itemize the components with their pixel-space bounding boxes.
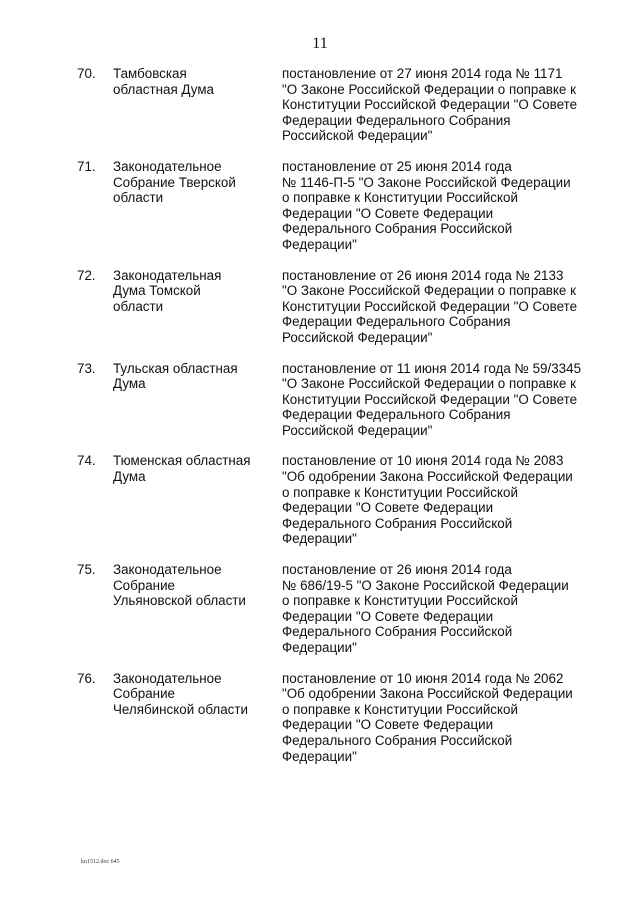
resolution-line: Конституции Российской Федерации "О Совете [282,97,578,113]
resolution-line: Федерального Собрания Российской [282,624,513,640]
document-footer-code: kn1512.doc 645 [81,859,120,865]
organization-name [113,671,273,718]
organization-line: Собрание Тверской [113,174,236,190]
resolution-line: Российской Федерации" [282,128,433,144]
resolution-line: Федерации "О Совете Федерации [282,205,494,221]
organization-line: Дума Томской [113,283,201,299]
entry-75 [0,562,640,656]
resolution-line: Федерации "О Совете Федерации [282,608,494,624]
resolution-line: о поправке к Конституции Российской [282,593,518,609]
organization-line: области [113,298,164,314]
resolution-line: Российской Федерации" [282,329,433,345]
resolution-line: № 1146-П-5 "О Законе Российской Федерации [282,174,571,190]
resolution-line: постановление от 11 июня 2014 года № 59/3345 [282,360,582,376]
resolution-line: Федерального Собрания Российской [282,515,513,531]
resolution-line: постановление от 27 июня 2014 года № 1171 [282,66,563,81]
resolution-line: "О Законе Российской Федерации о поправке к [282,376,576,392]
organization-name [113,361,273,392]
page-number: 11 [312,35,328,52]
entry-number: 70. [77,66,96,81]
resolution-text [282,562,612,656]
resolution-line: Федерации" [282,640,357,655]
resolution-line: Федерации Федерального Собрания [282,407,511,423]
organization-line: области [113,190,164,206]
organization-name [113,453,273,484]
resolution-line: Федерации" [282,748,357,764]
resolution-line: Российской Федерации" [282,422,433,438]
entry-number: 75. [77,562,96,578]
organization-line: Тамбовская [113,66,187,81]
organization-line: Собрание [113,577,176,593]
resolution-line: Федерального Собрания Российской [282,221,513,237]
organization-line: Законодательное [113,670,222,686]
resolution-text [282,268,612,346]
entry-number: 74. [77,453,96,469]
resolution-text [282,453,612,547]
entry-70 [0,66,640,144]
organization-line: Законодательная [113,267,222,283]
entry-76 [0,671,640,765]
resolution-text [282,361,612,439]
organization-line: Челябинской области [113,701,248,717]
resolution-line: "О Законе Российской Федерации о поправке к [282,81,576,97]
organization-line: Собрание [113,686,176,702]
organization-line: Законодательное [113,158,222,174]
resolution-line: "Об одобрении Закона Российской Федерации [282,469,573,485]
entry-number: 71. [77,158,96,174]
resolution-line: "Об одобрении Закона Российской Федерации [282,686,573,702]
resolution-line: Федерации "О Совете Федерации [282,500,494,516]
resolution-line: Федерации" [282,236,357,252]
resolution-line: постановление от 10 июня 2014 года № 2083 [282,453,564,469]
resolution-line: постановление от 25 июня 2014 года [282,158,512,174]
entry-number: 73. [77,360,96,376]
organization-line: Тюменская областная [113,453,251,469]
resolution-text [282,66,612,144]
resolution-line: Федерации Федерального Собрания [282,112,511,128]
entry-number: 72. [77,267,96,283]
entry-list [0,66,640,779]
organization-name [113,268,273,315]
entry-71 [0,159,640,253]
organization-name [113,159,273,206]
resolution-line: постановление от 10 июня 2014 года № 2062 [282,670,564,686]
organization-name [113,66,273,97]
resolution-line: о поправке к Конституции Российской [282,484,518,500]
resolution-text [282,671,612,765]
organization-line: Дума [113,469,146,485]
resolution-line: Федерации "О Совете Федерации [282,717,494,733]
resolution-line: постановление от 26 июня 2014 года № 2133 [282,267,564,283]
organization-line: Ульяновской области [113,593,246,609]
resolution-line: Конституции Российской Федерации "О Совете [282,298,578,314]
resolution-line: о поправке к Конституции Российской [282,701,518,717]
resolution-line: "О Законе Российской Федерации о поправке к [282,283,576,299]
resolution-line: постановление от 26 июня 2014 года [282,562,512,578]
entry-74 [0,453,640,547]
organization-line: Законодательное [113,562,222,578]
entry-73 [0,361,640,439]
organization-name [113,562,273,609]
resolution-line: Федерального Собрания Российской [282,732,513,748]
resolution-line: Конституции Российской Федерации "О Совете [282,391,578,407]
organization-line: Тульская областная [113,360,238,376]
resolution-text [282,159,612,253]
resolution-line: № 686/19-5 "О Законе Российской Федерации [282,577,569,593]
resolution-line: Федерации Федерального Собрания [282,314,511,330]
entry-number: 76. [77,670,96,686]
resolution-line: Федерации" [282,531,357,547]
resolution-line: о поправке к Конституции Российской [282,190,518,206]
organization-line: областная Дума [113,81,214,97]
entry-72 [0,268,640,346]
organization-line: Дума [113,376,146,392]
